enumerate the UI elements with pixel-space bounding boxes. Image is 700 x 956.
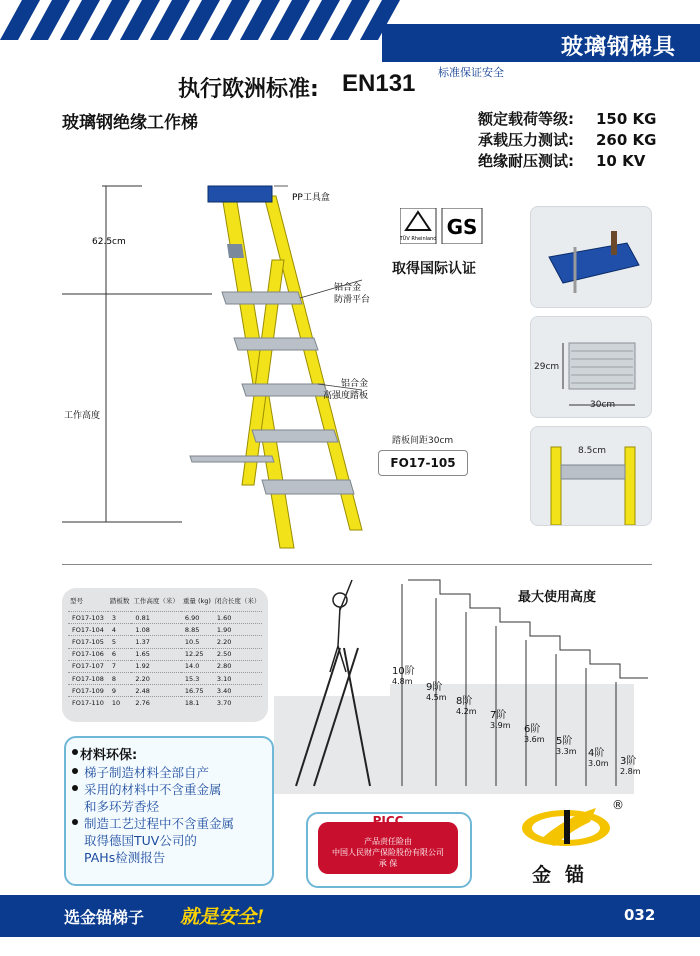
col-header: 工作高度（米） [133,597,179,605]
table-header-row [68,594,262,612]
step-photo [530,426,652,526]
table-row: FO17-109 9 2.48 16.75 3.40 [68,685,262,697]
header-stripes [0,0,420,58]
level-8: 8阶 4.2m [456,696,477,716]
eco-line: 制造工艺过程中不含重金属 [84,816,235,831]
product-title: 玻璃钢绝缘工作梯 [62,113,198,133]
table-row: FO17-103 3 0.81 6.90 1.60 [68,612,262,624]
level-9: 9阶 4.5m [426,682,447,702]
picc-badge [318,822,458,874]
table-row: FO17-106 6 1.65 12.25 2.50 [68,648,262,660]
step-label-1: 铝合金 [340,379,368,389]
step-label-2: 高强度踏板 [322,391,368,401]
spec-pressure: 承载压力测试: 260 KG [478,131,657,149]
step-width-label: 8.5cm [578,446,607,456]
col-header: 踏板数 [109,597,130,605]
tool-tray-photo [530,206,652,308]
level-6: 6阶 3.6m [524,724,545,744]
page-number: 032 [624,906,656,924]
person-icon [330,580,352,672]
level-7: 7阶 3.9m [490,710,511,730]
max-height-title: 最大使用高度 [518,590,597,605]
table-row: FO17-104 4 1.08 8.85 1.90 [68,624,262,636]
level-4: 4阶 3.0m [588,748,609,768]
ladder-diagram [62,180,372,560]
model-callout: FO17-105 [378,450,468,476]
platform-width-label: 30cm [590,400,616,410]
brand-logo-icon [520,800,612,854]
level-5: 5阶 3.3m [556,736,577,756]
platform-label-1: 铝合金 [334,283,362,293]
picc-line-3: 承 保 [378,859,398,868]
eco-line: 和多环芳香烃 [84,799,160,814]
cert-label: 取得国际认证 [392,261,476,277]
certification-logos [400,208,484,244]
col-header: 闭合长度（米） [214,597,261,605]
divider [62,564,652,565]
level-3: 3阶 2.8m [620,756,641,776]
platform-height-label: 29cm [534,362,560,372]
table-row: FO17-108 8 2.20 15.3 3.10 [68,672,262,684]
picc-line-1: 产品责任险由 [364,837,412,846]
footer-safety-slogan: 就是安全! [180,906,265,928]
pp-box-label: PP工具盒 [292,193,330,203]
eco-line: 采用的材料中不含重金属 [84,782,222,797]
model-table [62,588,268,722]
eco-line: 取得德国TUV公司的 [84,833,197,848]
col-header: 重量 (kg) [182,597,211,605]
table-row: FO17-110 10 2.76 18.1 3.70 [68,697,262,709]
standard-label: 执行欧洲标准: [178,77,319,102]
tuv-logo-text: TÜV Rheinland [400,236,437,242]
platform-label-2: 防滑平台 [334,295,371,305]
eco-line: 梯子制造材料全部自产 [84,765,210,780]
table-row: FO17-107 7 1.92 14.0 2.80 [68,660,262,672]
registered-mark: ® [612,798,624,812]
work-height-label: 工作高度 [64,411,101,421]
picc-title: PICC [372,814,404,828]
step-spacing-label: 踏板间距30cm [392,436,454,446]
gs-logo-text: GS [446,215,478,239]
bullet-icons [70,747,80,837]
picc-line-2: 中国人民财产保险股份有限公司 [332,848,444,857]
tagline: 标准保证安全 [438,66,504,79]
table-row: FO17-105 5 1.37 10.5 2.20 [68,636,262,648]
spec-load: 额定载荷等级: 150 KG [478,110,657,128]
eco-title: 材料环保: [80,748,138,763]
level-10: 10阶 4.8m [392,666,415,686]
dim-top-label: 62.5cm [92,237,126,247]
col-header: 型号 [70,597,83,605]
spec-insulation: 绝缘耐压测试: 10 KV [478,152,646,170]
standard-code: EN131 [342,70,416,97]
brand-name: 金锚 [532,864,599,886]
eco-line: PAHs检测报告 [84,850,166,865]
footer-slogan: 选金锚梯子 [64,908,145,927]
series-title: 玻璃钢梯具 [560,35,676,60]
